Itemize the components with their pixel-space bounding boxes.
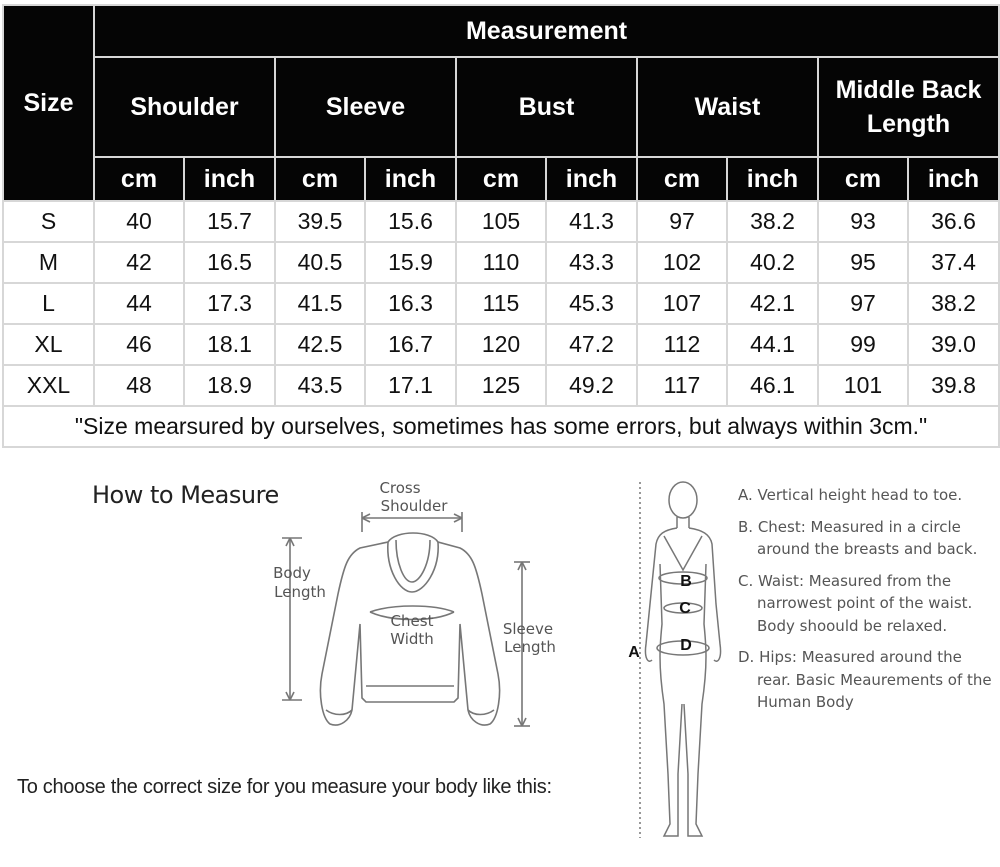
unit-header: inch — [546, 157, 637, 201]
value-cell: 40.5 — [275, 242, 365, 283]
chest-width-label-1: Chest — [390, 612, 434, 630]
category-middle-back-length-label: Middle Back Length — [835, 76, 982, 138]
value-cell: 107 — [637, 283, 727, 324]
value-cell: 15.9 — [365, 242, 456, 283]
value-cell: 97 — [818, 283, 908, 324]
note-hips: D. Hips: Measured around the rear. Basic Meaurements of the Human Body — [738, 648, 992, 711]
note-waist: C. Waist: Measured from the narrowest point of the waist. Body shoould be relaxed. — [738, 571, 973, 635]
value-cell: 110 — [456, 242, 546, 283]
category-middle-back-length — [818, 57, 999, 157]
value-cell: 42.5 — [275, 324, 365, 365]
value-cell: 105 — [456, 201, 546, 242]
value-cell: 44 — [94, 283, 184, 324]
value-cell: 120 — [456, 324, 546, 365]
value-cell: 46.1 — [727, 365, 818, 406]
value-cell: 17.1 — [365, 365, 456, 406]
size-cell: M — [3, 242, 94, 283]
table-row — [3, 324, 999, 365]
value-cell: 47.2 — [546, 324, 637, 365]
size-chart-table — [2, 4, 1000, 448]
value-cell: 125 — [456, 365, 546, 406]
value-cell: 101 — [818, 365, 908, 406]
unit-header: inch — [184, 157, 275, 201]
table-row — [3, 365, 999, 406]
chest-width-label-2: Width — [390, 630, 434, 648]
category-sleeve: Sleeve — [275, 57, 456, 157]
value-cell: 16.3 — [365, 283, 456, 324]
value-cell: 112 — [637, 324, 727, 365]
unit-header: cm — [818, 157, 908, 201]
value-cell: 42.1 — [727, 283, 818, 324]
value-cell: 38.2 — [727, 201, 818, 242]
value-cell: 43.5 — [275, 365, 365, 406]
value-cell: 102 — [637, 242, 727, 283]
category-shoulder: Shoulder — [94, 57, 275, 157]
value-cell: 39.8 — [908, 365, 999, 406]
how-to-measure-title: How to Measure — [92, 481, 279, 509]
value-cell: 43.3 — [546, 242, 637, 283]
sleeve-length-label-2: Length — [504, 638, 556, 656]
unit-header: cm — [275, 157, 365, 201]
table-row — [3, 283, 999, 324]
size-cell: XL — [3, 324, 94, 365]
body-length-label-2: Length — [274, 583, 326, 601]
cross-shoulder-label-2: Shoulder — [380, 497, 448, 515]
value-cell: 99 — [818, 324, 908, 365]
measurement-note: "Size mearsured by ourselves, sometimes has some errors, but always within 3cm." — [3, 406, 999, 447]
note-chest: B. Chest: Measured in a circle around the breasts and back. — [738, 517, 978, 558]
size-header: Size — [3, 5, 94, 201]
value-cell: 97 — [637, 201, 727, 242]
value-cell: 41.3 — [546, 201, 637, 242]
value-cell: 40.2 — [727, 242, 818, 283]
body-length-label-1: Body — [273, 564, 311, 582]
body-label-d: D — [680, 637, 692, 654]
table-row — [3, 242, 999, 283]
value-cell: 115 — [456, 283, 546, 324]
measurement-header: Measurement — [94, 5, 999, 57]
value-cell: 15.7 — [184, 201, 275, 242]
unit-header: inch — [727, 157, 818, 201]
value-cell: 41.5 — [275, 283, 365, 324]
value-cell: 38.2 — [908, 283, 999, 324]
value-cell: 46 — [94, 324, 184, 365]
cross-shoulder-label-1: Cross — [379, 479, 421, 497]
value-cell: 39.5 — [275, 201, 365, 242]
size-cell: S — [3, 201, 94, 242]
body-outline — [640, 482, 721, 838]
unit-header: cm — [456, 157, 546, 201]
sleeve-length-label-1: Sleeve — [502, 620, 554, 638]
value-cell: 18.9 — [184, 365, 275, 406]
value-cell: 17.3 — [184, 283, 275, 324]
note-row — [3, 406, 999, 447]
unit-header: inch — [365, 157, 456, 201]
value-cell: 37.4 — [908, 242, 999, 283]
category-waist: Waist — [637, 57, 818, 157]
size-cell: XXL — [3, 365, 94, 406]
value-cell: 15.6 — [365, 201, 456, 242]
unit-header: inch — [908, 157, 999, 201]
body-measure-diagram — [620, 474, 730, 864]
unit-header: cm — [637, 157, 727, 201]
sweater-measure-diagram — [262, 474, 572, 740]
unit-header: cm — [94, 157, 184, 201]
measurement-notes — [738, 484, 1000, 723]
note-height: A. Vertical height head to toe. — [738, 486, 963, 504]
value-cell: 16.5 — [184, 242, 275, 283]
table-row — [3, 201, 999, 242]
value-cell: 18.1 — [184, 324, 275, 365]
value-cell: 44.1 — [727, 324, 818, 365]
body-label-b: B — [680, 573, 692, 590]
value-cell: 39.0 — [908, 324, 999, 365]
value-cell: 42 — [94, 242, 184, 283]
size-cell: L — [3, 283, 94, 324]
category-bust: Bust — [456, 57, 637, 157]
value-cell: 117 — [637, 365, 727, 406]
body-label-a: A — [628, 644, 640, 661]
value-cell: 45.3 — [546, 283, 637, 324]
value-cell: 16.7 — [365, 324, 456, 365]
value-cell: 40 — [94, 201, 184, 242]
body-label-c: C — [679, 600, 691, 617]
measure-instruction: To choose the correct size for you measure your body like this: — [17, 776, 552, 798]
value-cell: 95 — [818, 242, 908, 283]
value-cell: 93 — [818, 201, 908, 242]
value-cell: 48 — [94, 365, 184, 406]
value-cell: 49.2 — [546, 365, 637, 406]
value-cell: 36.6 — [908, 201, 999, 242]
